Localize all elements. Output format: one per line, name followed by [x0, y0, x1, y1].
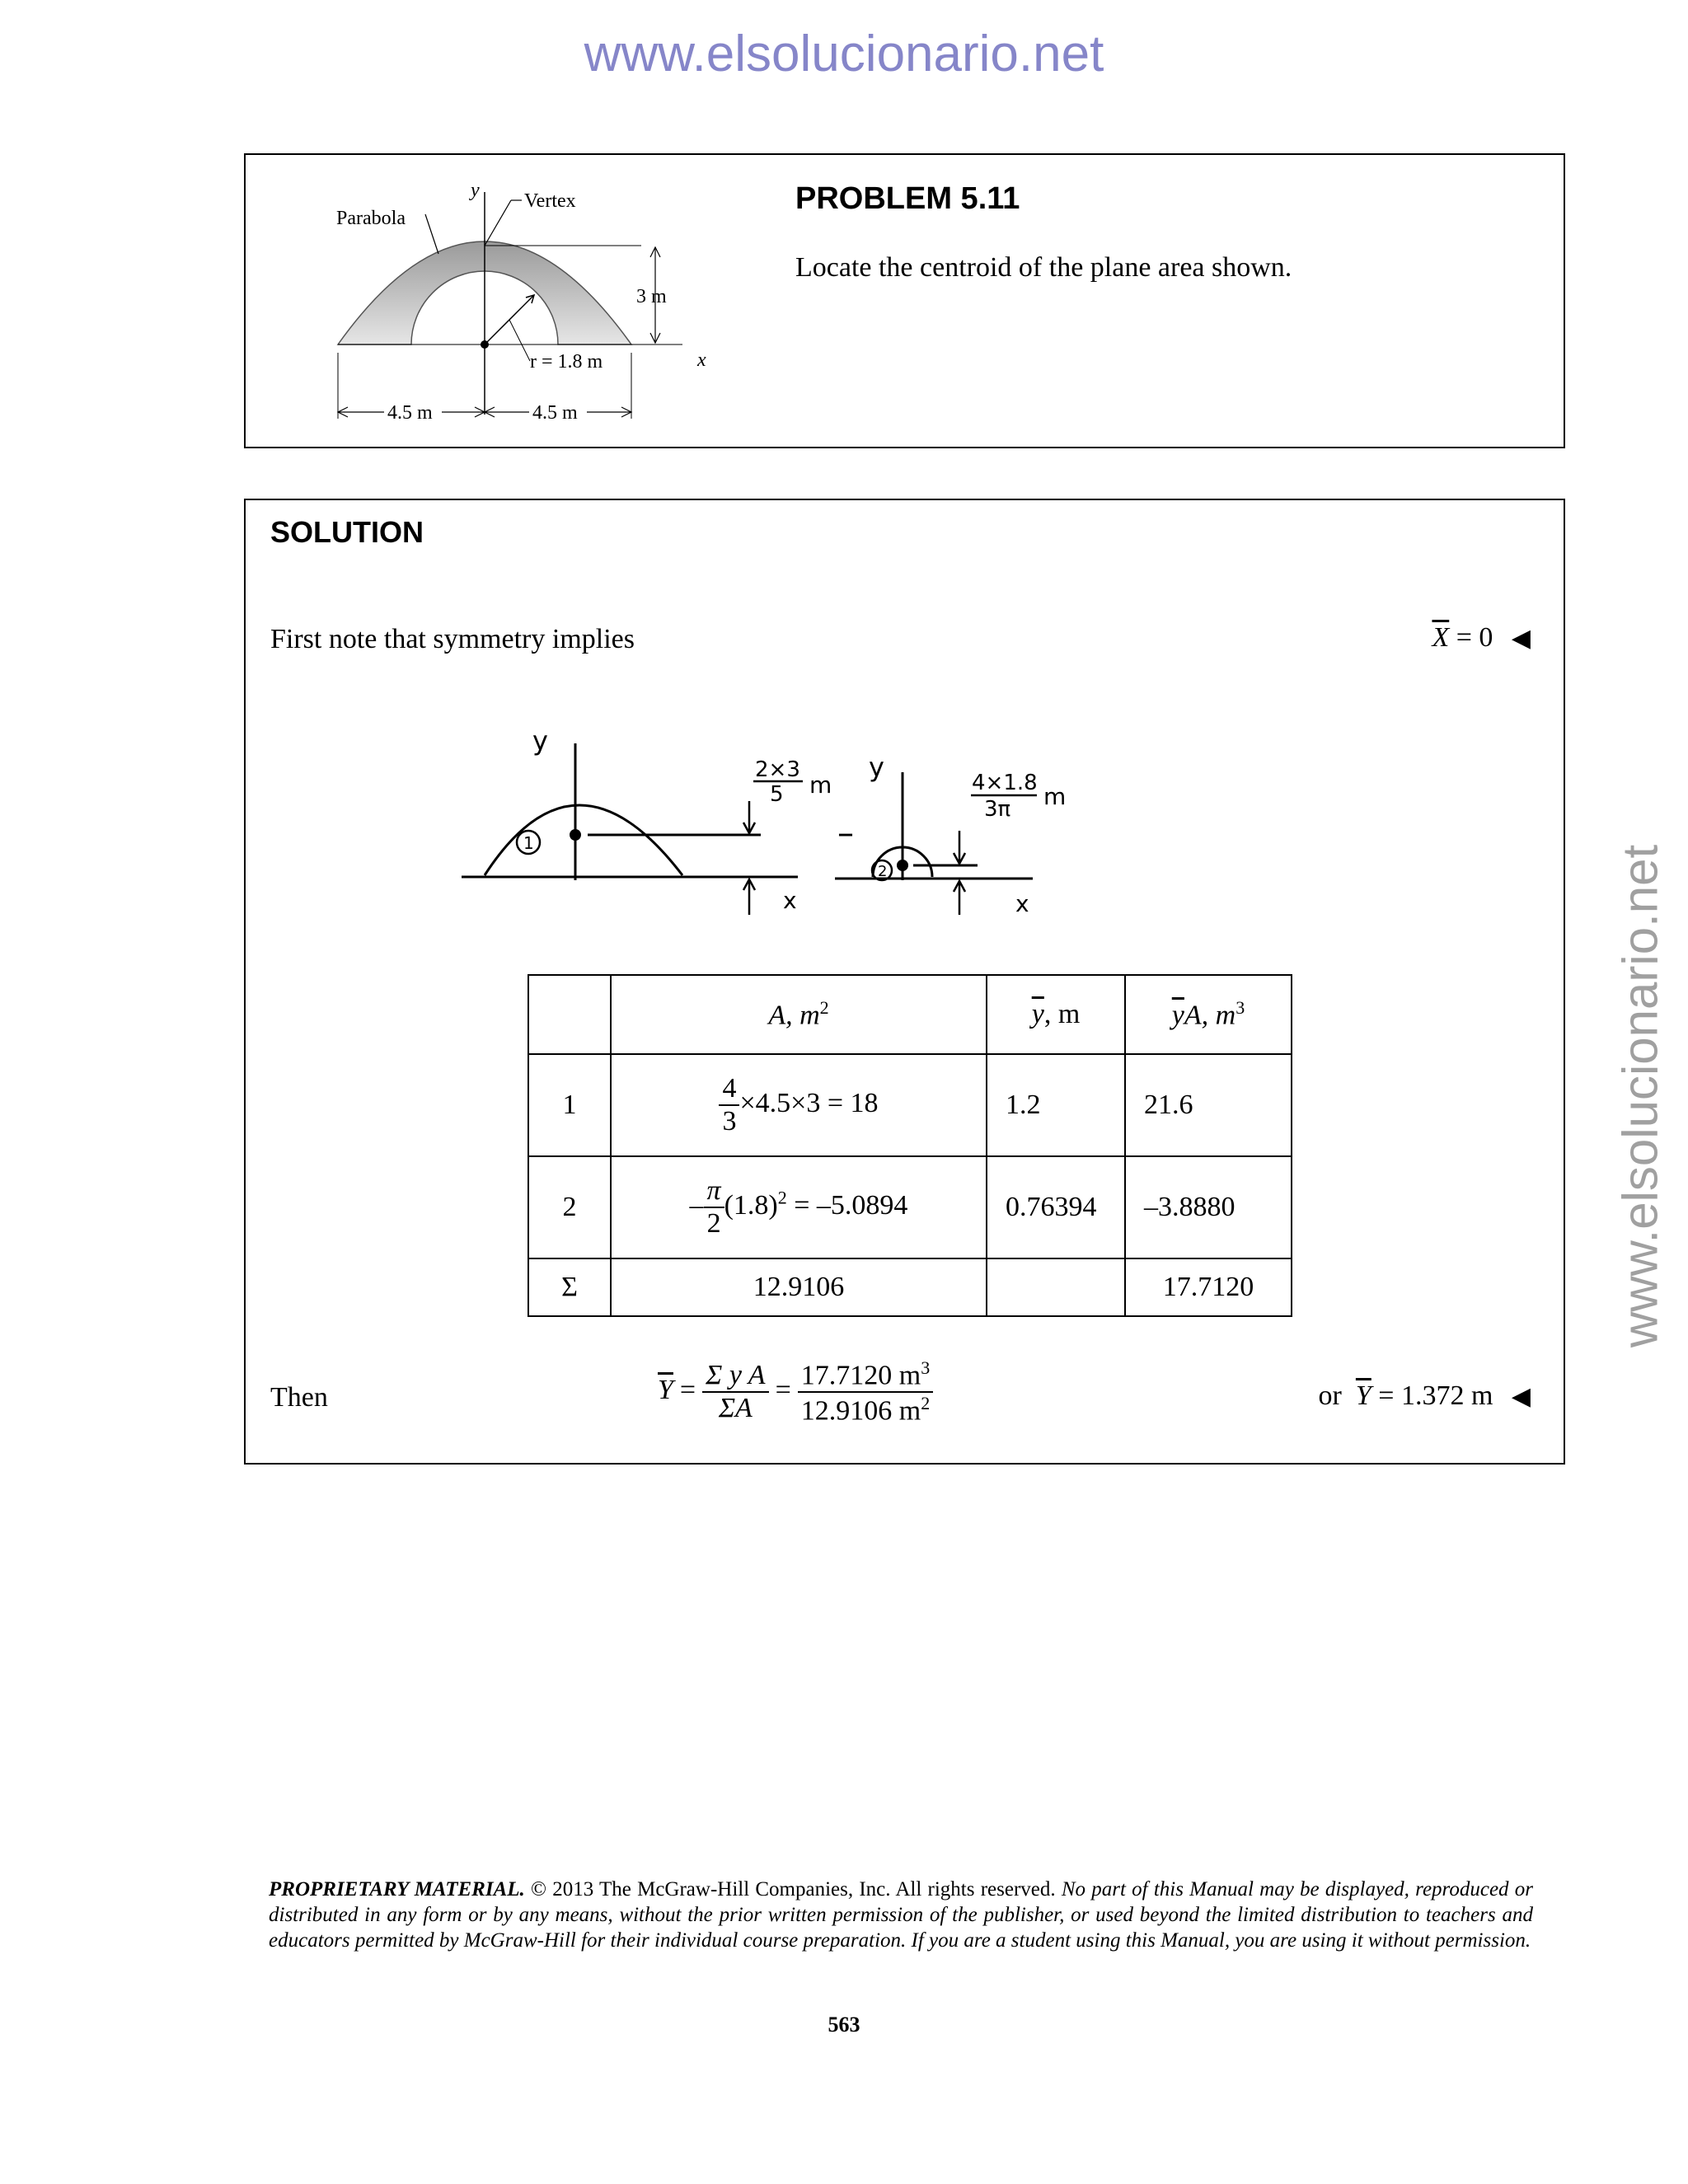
sketch2-part-label: 2	[878, 863, 888, 880]
table-row	[528, 1054, 1292, 1156]
y-bar-symbol: $\overline{Y}$	[1355, 1380, 1372, 1411]
left-width-label: 4.5 m	[387, 402, 433, 424]
x-bar-value: = 0	[1456, 622, 1493, 653]
header-blank	[528, 975, 611, 1054]
sketch1-part-label: 1	[523, 833, 534, 853]
final-result: or $\overline{Y} = 1.372$ m ◀	[1318, 1380, 1531, 1411]
end-marker-icon: ◀	[1511, 1383, 1531, 1410]
sketch-minus: –	[837, 814, 854, 852]
header-area: A, $m^2$	[611, 975, 987, 1054]
sketch-figure	[443, 719, 1350, 933]
row2-label: 2	[528, 1156, 611, 1258]
row2-ybar: 0.76394	[987, 1156, 1125, 1258]
problem-statement: Locate the centroid of the plane area shown.	[795, 252, 1292, 283]
symmetry-text: First note that symmetry implies	[270, 624, 635, 654]
sum-area: 12.9106	[611, 1258, 987, 1316]
sum-ya: 17.7120	[1125, 1258, 1292, 1316]
solution-title: SOLUTION	[270, 515, 424, 549]
symmetry-result	[1432, 622, 1531, 654]
row1-fraction: $\frac{4}{3}$	[719, 1073, 739, 1137]
sketch1-dim-den: 5	[770, 782, 784, 807]
centroid-table	[528, 974, 1292, 1317]
sketch1-dim-unit: m	[809, 771, 832, 799]
row2-fraction: $\frac{\pi}{2}$	[704, 1175, 724, 1240]
height-label: 3 m	[636, 286, 667, 307]
problem-title: PROBLEM 5.11	[795, 181, 1020, 216]
sketch1-x-label: x	[783, 887, 797, 914]
sketch2-dim-num: 4×1.8	[972, 771, 1038, 795]
sketch1-y-label: y	[532, 725, 548, 757]
row1-ya: 21.6	[1125, 1054, 1292, 1156]
row2-area: – $\frac{\pi}{2}$ $(1.8)^2 = -5.0894$	[611, 1156, 987, 1258]
sum-ybar	[987, 1258, 1125, 1316]
table-sum-row	[528, 1258, 1292, 1316]
sketch2-dim-den: 3π	[984, 797, 1011, 822]
sketch2-y-label: y	[869, 752, 884, 783]
table-row	[528, 1156, 1292, 1258]
vertex-label: Vertex	[524, 190, 576, 212]
parabola-label: Parabola	[336, 208, 406, 229]
right-width-label: 4.5 m	[532, 402, 578, 424]
sketch1-dim-num: 2×3	[755, 757, 800, 782]
sketch1-parabola	[485, 805, 682, 875]
then-text: Then	[270, 1382, 328, 1413]
footer-notice: PROPRIETARY MATERIAL. © 2013 The McGraw-Hill Companies, Inc. All rights reserved. No part of this Manual may be displayed, reproduced or distributed in any form or by any means, without the prior written permission of the publisher, or used beyond the limited distribution to teachers and educators permitted by McGraw-Hill for their individual course preparation. If you are a student using this Manual, you are using it without permission.	[269, 1878, 1533, 1952]
page-number: 563	[828, 2013, 860, 2036]
end-marker-icon: ◀	[1511, 625, 1531, 652]
sum-label: Σ	[528, 1258, 611, 1316]
row1-ybar: 1.2	[987, 1054, 1125, 1156]
solution-box	[244, 499, 1565, 1465]
y-axis-label: y	[471, 180, 480, 201]
header-ybar: $\overline{y}$, m	[987, 975, 1125, 1054]
header-ya: $\overline{y}A$, $m^3$	[1125, 975, 1292, 1054]
radius-label: r = 1.8 m	[530, 351, 603, 373]
x-bar-symbol: $\overline{X}$	[1432, 622, 1450, 653]
row1-area: $\frac{4}{3}$ ×4.5×3 = 18	[611, 1054, 987, 1156]
y-bar-value: = 1.372 m	[1378, 1380, 1493, 1411]
row1-label: 1	[528, 1054, 611, 1156]
vertex-leader	[485, 200, 511, 246]
problem-box	[244, 153, 1565, 448]
parabola-leader	[425, 214, 438, 254]
centroid-formula: $\overline{Y}$ = $\frac{\text{Σ y A}}{\Sigma A}$ = $\frac{17.7120 m^3}{12.9106 m^2}$	[658, 1357, 933, 1427]
watermark-side: www.elsolucionario.net	[1612, 844, 1668, 1348]
sketch2-x-label: x	[1015, 890, 1029, 917]
symbolic-fraction: $\frac{\text{Σ y A}}{\Sigma A}$	[702, 1360, 768, 1424]
y-bar-lhs: $\overline{Y}$	[658, 1375, 673, 1406]
table-header-row	[528, 975, 1292, 1054]
numeric-fraction: $\frac{17.7120 m^3}{12.9106 m^2}$	[798, 1357, 933, 1427]
sketch2-dim-unit: m	[1043, 783, 1067, 810]
problem-figure	[246, 155, 707, 435]
watermark-top[interactable]: www.elsolucionario.net	[584, 26, 1104, 82]
x-axis-label: x	[697, 349, 706, 371]
row2-ya: –3.8880	[1125, 1156, 1292, 1258]
